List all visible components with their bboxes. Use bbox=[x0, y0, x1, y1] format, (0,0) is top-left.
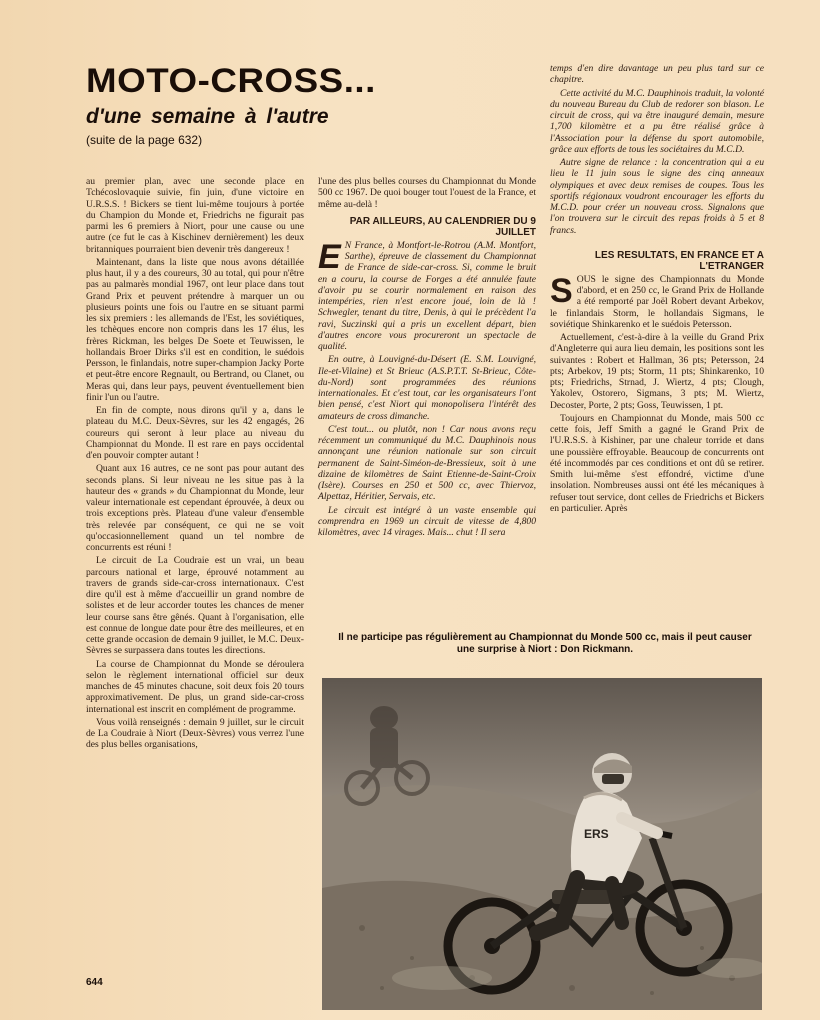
section-heading: PAR AILLEURS, AU CALENDRIER DU 9 JUILLET bbox=[349, 215, 536, 238]
rider-illustration bbox=[322, 678, 762, 1010]
paragraph: Le circuit est intégré à un vaste ensemble qui comprendra en 1969 un circuit de vitesse de 4,800 kilomètres, avec 14 virages. Mais... chut ! Il sera bbox=[318, 504, 536, 538]
svg-text:ERS: ERS bbox=[584, 827, 609, 841]
article-title: MOTO-CROSS... bbox=[86, 62, 376, 100]
text-column-1 bbox=[86, 176, 304, 753]
motocross-photo bbox=[322, 678, 762, 1010]
results-section bbox=[550, 271, 764, 514]
paragraph: Autre signe de relance : la concentration qui a eu lieu le 11 juin sous le signe des cinq anneaux olympiques et avec deux remises de coupes. Tous les sportifs régionaux voudront encourager les efforts du M.C.D. pour créer un nouveau cross. Signalons que l'on trouvera sur le circuit des repas froids à 5 et 8 francs. bbox=[550, 157, 764, 236]
text-column-2 bbox=[318, 176, 536, 540]
continued-from-note: (suite de la page 632) bbox=[86, 133, 203, 147]
paragraph: au premier plan, avec une seconde place en Tchécoslovaquie suivie, fin juin, d'une victoire en U.R.S.S. ! Bickers se tient lui-même toujours à portée du Champion du Monde et, Friedrichs ne figurait pas parmi les 6 premiers à Niort, pour une cause ou une autre (ce fut le cas à Kischinev dernièrement) les deux britanniques pourraient bien devenir très dangereux ! bbox=[86, 176, 304, 255]
paragraph: Maintenant, dans la liste que nous avons détaillée plus haut, il y a des coureurs, 30 au total, qui pour n'être pas au palmarès mondial 1967, ont leur place dans tout Grand Prix et peuvent prétendre à marquer un ou plusieurs points une fois ou l'autre en se situant parmi les six premiers : les allemands de l'Est, les soviétiques, les tchèques encore non compris dans les 17 élus, les frères Rickman, les belges De Soete et Teuwissen, le hollandais Broer Dirks s'il est en condition, le suédois Persson, le finlandais, notre super-champion Jacky Porte et peut-être encore Regnault, ou Bertrand, ou Clanet, ou Meras qui, dans leur pays, peuvent éventuellement bien finir l'un ou l'autre. bbox=[86, 256, 304, 403]
drop-cap: E bbox=[318, 237, 341, 276]
paragraph: l'une des plus belles courses du Championnat du Monde 500 cc 1967. De quoi bouger tout l'ouest de la France, et même au-delà ! bbox=[318, 176, 536, 210]
text-column-3 bbox=[550, 63, 764, 516]
section-body bbox=[318, 237, 536, 539]
paragraph: N France, à Montfort-le-Rotrou (A.M. Montfort, Sarthe), épreuve de classement du Championnat de France de side-car-cross. Si, comme le bruit en a couru, la course de Forges a été annulée faute d'avoir pu se courir normalement en raison des intempéries, rien n'est encore joué, loin de là ! Schwegler, tenant du titre, Denis, à qui le précèdent l'a ravi, Suczinski qui a pris un excellent départ, bien d'autres encore vous procureront un spectacle de qualité. bbox=[318, 239, 536, 352]
paragraph: C'est tout... ou plutôt, non ! Car nous avons reçu récemment un communiqué du M.C. Dauphinois nous annonçant une réunion nationale sur son circuit permanent de Saint-Siméon-de-Bressieux, soit à une dizaine de kilomètres de Saint Etienne-de-Saint-Croix (Isère). Courses en 250 et 500 cc, avec Thiervoz, Alpettaz, Héritier, Servais, etc. bbox=[318, 423, 536, 503]
photo-caption: Il ne participe pas régulièrement au Championnat du Monde 500 cc, mais il peut causer une surprise à Niort : Don Rickmann. bbox=[338, 632, 752, 655]
paragraph: En fin de compte, nous dirons qu'il y a, dans le plateau du M.C. Deux-Sèvres, sur les 42 engagés, 26 coureurs qui seront à leur place au niveau du Championnat du Monde. Il est rare en pays occidental d'en pouvoir compter autant ! bbox=[86, 405, 304, 461]
paragraph: La course de Championnat du Monde se déroulera selon le règlement international officiel sur deux manches de 45 minutes chacune, soit deux fois 20 tours approximativement. De plus, un grand side-car-cross international est inscrit en complément de programme. bbox=[86, 658, 304, 715]
drop-cap: S bbox=[550, 271, 573, 310]
paragraph: Vous voilà renseignés : demain 9 juillet, sur le circuit de La Coudraie à Niort (Deux-Sèvres) vous verrez l'une des plus belles organisations, bbox=[86, 716, 304, 751]
paragraph: Cette activité du M.C. Dauphinois traduit, la volonté du nouveau Bureau du Club de redorer son blason. Le circuit de cross, qui va être inauguré demain, mesure 1,700 kilomètre et a pu être réalisé grâce à l'Association pour la défense du sport automobile, grâce aux efforts de tous les sociétaires du M.C.D. bbox=[550, 87, 764, 155]
paragraph: OUS le signe des Championnats du Monde d'abord, et en 250 cc, le Grand Prix de Hollande a été remporté par Joël Robert devant Arbekov, le finlandais Storm, le hollandais Sigmans, le soviétique Shinkarenko et le suédois Petersson. bbox=[550, 273, 764, 330]
paragraph: Quant aux 16 autres, ce ne sont pas pour autant des seconds plans. Si leur niveau ne les situe pas à la hauteur des « grands » du Championnat du Monde, leur valeur internationale est cependant éprouvée, à deux ou trois exceptions près. Plateau d'une valeur d'ensemble très relevée par conséquent, ce qui ne se voit qu'occasionnellement quand un tel nombre de concurrents est réuni ! bbox=[86, 463, 304, 553]
paragraph: temps d'en dire davantage un peu plus tard sur ce chapitre. bbox=[550, 63, 764, 86]
paragraph: Le circuit de La Coudraie est un vrai, un beau parcours national et large, éprouvé notamment au travers de grands side-car-cross internationaux. C'est dire qu'il est à même d'accueillir un grand nombre de solistes et de leur accorder toutes les chances de mener leur course sans être gênés. Quant à l'organisation, elle est connue de longue date pour être des meilleures, et en cette grande occasion de demain 9 juillet, le M.C. Deux-Sèvres se surpassera dans toutes les directions. bbox=[86, 555, 304, 657]
paragraph: Toujours en Championnat du Monde, mais 500 cc cette fois, Jeff Smith a gagné le Grand Prix de l'U.R.S.S. à Kishiner, par une chaleur torride et dans une poussière effroyable. Beaucoup de concurrents ont été incommodés par ces conditions et ont dû se retirer. Smith lui-même s'est effondré, victime d'une insolation. Nombreuses aussi ont été les mécaniques à refuser tout service, dont celles de Friedrichs et Bickers en particulier. Après bbox=[550, 412, 764, 514]
page-number: 644 bbox=[86, 977, 103, 988]
paragraph: En outre, à Louvigné-du-Désert (E. S.M. Louvigné, Ile-et-Vilaine) et St Brieuc (A.S.P.T.T. St-Brieuc, Côte-du-Nord) sont programmées des réunions internationales. Et c'est tout, car les organisateurs l'ont bien pensé, c'est Niort qui monopolisera l'intérêt des amateurs de cross dimanche. bbox=[318, 354, 536, 422]
article-subtitle: d'une semaine à l'autre bbox=[86, 105, 329, 128]
section-heading: LES RESULTATS, EN FRANCE ET A L'ETRANGER bbox=[594, 249, 764, 272]
italic-section bbox=[550, 63, 764, 236]
paragraph: Actuellement, c'est-à-dire à la veille du Grand Prix d'Angleterre qui aura lieu demain, les positions sont les suivantes : Robert et Hallman, 36 pts; Petersson, 24 pts; Arbekov, 19 pts; Storm, 11 pts; Shinkarenko, 10 pts; Friedrichs, Strnad, J. Wiertz, 4 pts; Clough, Yakolev, Ostorero, Sigmans, 3 pts; M. Wiertz, Decoster, Porte, 2 pts; Goss, Teuwissen, 1 pt. bbox=[550, 332, 764, 411]
